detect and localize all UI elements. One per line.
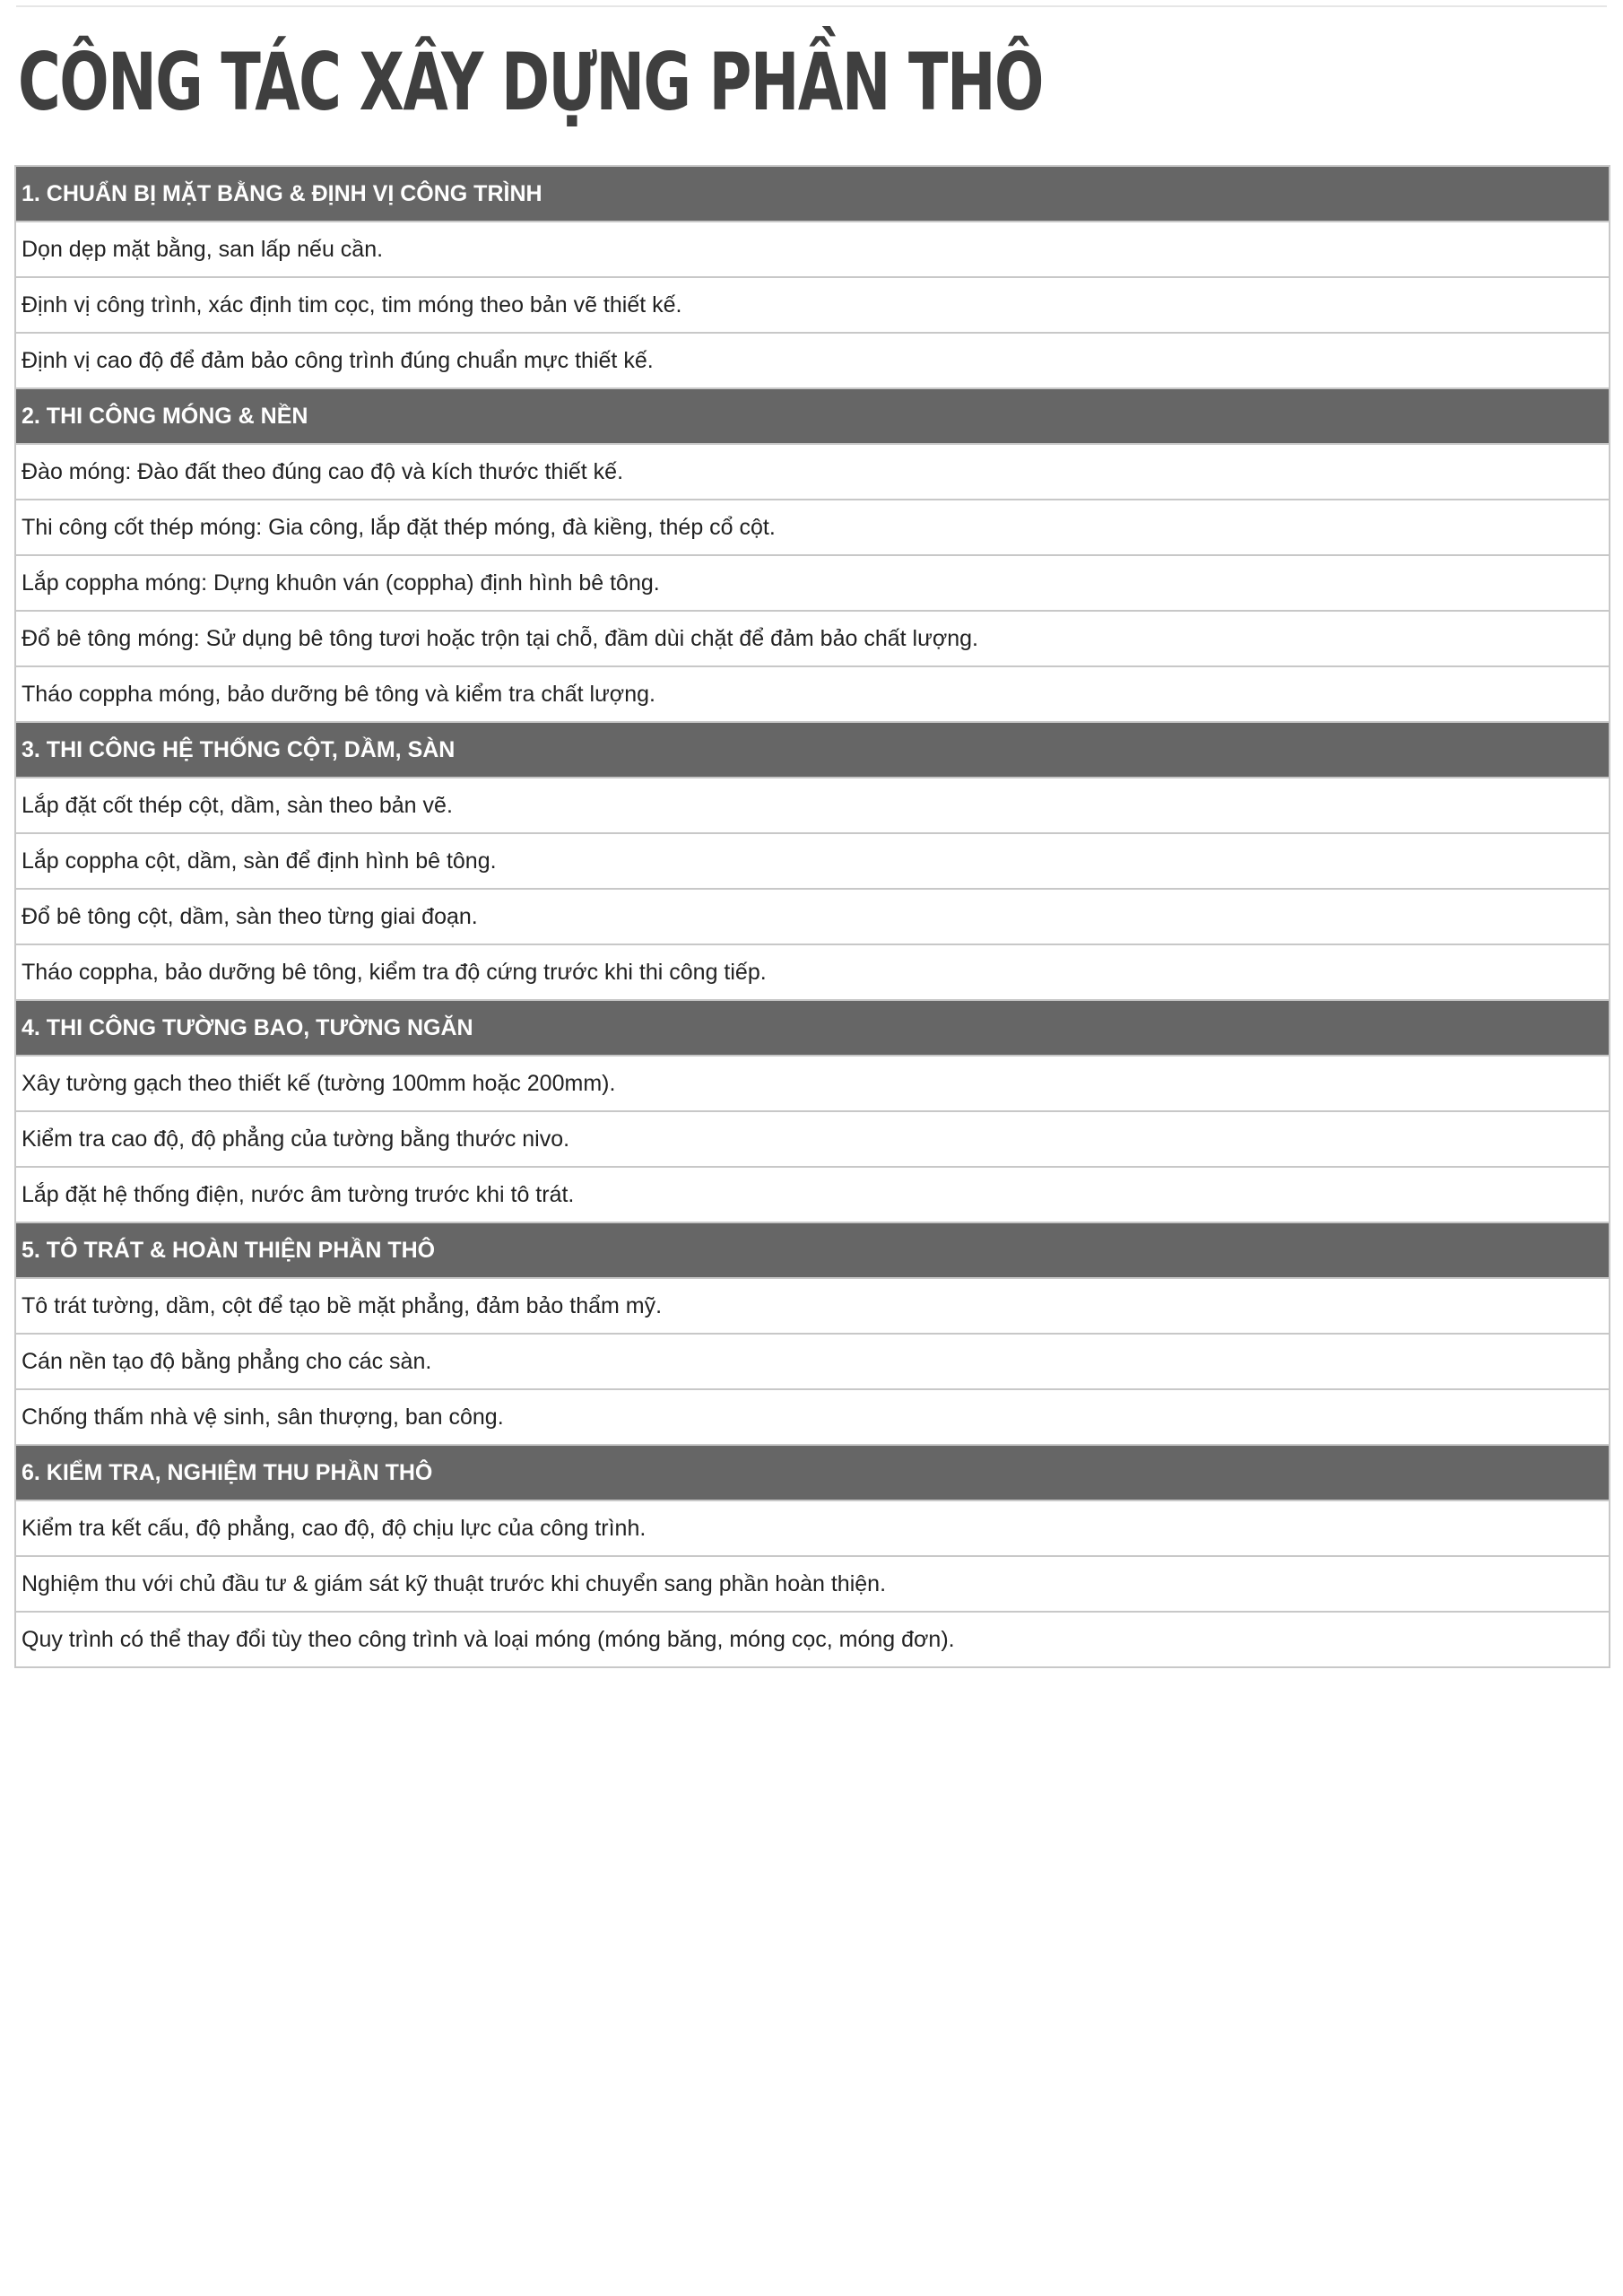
table-row [15,222,1610,277]
section-header-row [15,1445,1610,1500]
step-text: Định vị cao độ để đảm bảo công trình đúng chuẩn mực thiết kế. [15,333,1610,388]
step-text: Lắp đặt cốt thép cột, dầm, sàn theo bản vẽ. [15,778,1610,833]
step-text: Thi công cốt thép móng: Gia công, lắp đặt thép móng, đà kiềng, thép cổ cột. [15,500,1610,555]
step-text: Lắp đặt hệ thống điện, nước âm tường trước khi tô trát. [15,1167,1610,1222]
section-heading: 5. TÔ TRÁT & HOÀN THIỆN PHẦN THÔ [15,1222,1610,1278]
table-row [15,333,1610,388]
table-row [15,833,1610,889]
table-row [15,1500,1610,1556]
table-row [15,889,1610,944]
section-header-row [15,388,1610,444]
section-heading: 1. CHUẨN BỊ MẶT BẰNG & ĐỊNH VỊ CÔNG TRÌNH [15,166,1610,222]
table-row [15,666,1610,722]
step-text: Tô trát tường, dầm, cột để tạo bề mặt phẳng, đảm bảo thẩm mỹ. [15,1278,1610,1334]
table-row [15,1334,1610,1389]
table-row [15,1167,1610,1222]
section-heading: 3. THI CÔNG HỆ THỐNG CỘT, DẦM, SÀN [15,722,1610,778]
step-text: Chống thấm nhà vệ sinh, sân thượng, ban công. [15,1389,1610,1445]
step-text: Tháo coppha, bảo dưỡng bê tông, kiểm tra độ cứng trước khi thi công tiếp. [15,944,1610,1000]
step-text: Đào móng: Đào đất theo đúng cao độ và kích thước thiết kế. [15,444,1610,500]
table-row [15,555,1610,611]
step-text: Dọn dẹp mặt bằng, san lấp nếu cần. [15,222,1610,277]
table-row [15,1612,1610,1667]
step-text: Kiểm tra kết cấu, độ phẳng, cao độ, độ chịu lực của công trình. [15,1500,1610,1556]
step-text: Đổ bê tông móng: Sử dụng bê tông tươi hoặc trộn tại chỗ, đầm dùi chặt để đảm bảo chất lượng. [15,611,1610,666]
table-row [15,944,1610,1000]
step-text: Định vị công trình, xác định tim cọc, tim móng theo bản vẽ thiết kế. [15,277,1610,333]
table-row [15,778,1610,833]
page-title: CÔNG TÁC XÂY DỰNG PHẦN THÔ [18,36,1043,128]
step-text: Cán nền tạo độ bằng phẳng cho các sàn. [15,1334,1610,1389]
step-text: Lắp coppha cột, dầm, sàn để định hình bê tông. [15,833,1610,889]
step-text: Lắp coppha móng: Dựng khuôn ván (coppha) định hình bê tông. [15,555,1610,611]
step-text: Nghiệm thu với chủ đầu tư & giám sát kỹ thuật trước khi chuyển sang phần hoàn thiện. [15,1556,1610,1612]
table-row [15,1056,1610,1111]
top-divider [16,5,1607,7]
table-row [15,1556,1610,1612]
section-header-row [15,166,1610,222]
construction-process-table [14,165,1610,1668]
table-row [15,1278,1610,1334]
table-row [15,444,1610,500]
table-row [15,1389,1610,1445]
table-row [15,500,1610,555]
section-header-row [15,722,1610,778]
step-text: Xây tường gạch theo thiết kế (tường 100mm hoặc 200mm). [15,1056,1610,1111]
section-heading: 6. KIỂM TRA, NGHIỆM THU PHẦN THÔ [15,1445,1610,1500]
step-text: Quy trình có thể thay đổi tùy theo công trình và loại móng (móng băng, móng cọc, móng đơn). [15,1612,1610,1667]
table-row [15,1111,1610,1167]
table-body [15,166,1610,1667]
section-header-row [15,1222,1610,1278]
section-heading: 4. THI CÔNG TƯỜNG BAO, TƯỜNG NGĂN [15,1000,1610,1056]
step-text: Đổ bê tông cột, dầm, sàn theo từng giai đoạn. [15,889,1610,944]
step-text: Kiểm tra cao độ, độ phẳng của tường bằng thước nivo. [15,1111,1610,1167]
table-row [15,611,1610,666]
step-text: Tháo coppha móng, bảo dưỡng bê tông và kiểm tra chất lượng. [15,666,1610,722]
section-header-row [15,1000,1610,1056]
section-heading: 2. THI CÔNG MÓNG & NỀN [15,388,1610,444]
table-row [15,277,1610,333]
